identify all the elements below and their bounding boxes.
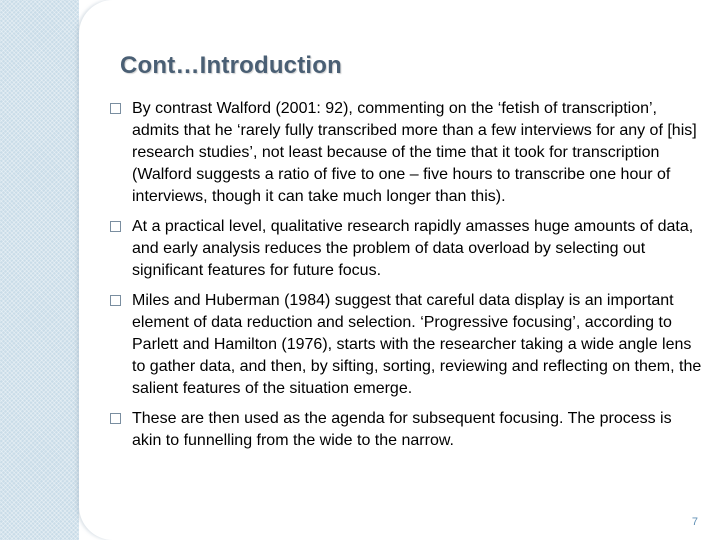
bullet-item — [110, 290, 702, 400]
bullet-text: Miles and Huberman (1984) suggest that careful data display is an important element of data reduction and selection. ‘Progressive focusing’, according to Parlett and Hamilton (1976), starts with the researcher taking a wide angle lens to gather data, and then, by sifting, sorting, reviewing and reflecting on them, the salient features of the situation emerge. — [132, 292, 702, 397]
decorative-left-band — [0, 0, 79, 540]
bullet-item — [110, 408, 702, 452]
page-number: 7 — [691, 516, 698, 528]
square-bullet-icon — [110, 103, 121, 114]
bullet-text: By contrast Walford (2001: 92), commenting on the ‘fetish of transcription’, admits that he ‘rarely fully transcribed more than a few interviews for any of [his] research studies’, not least because of the time that it took for transcription (Walford suggests a ratio of five to one – five hours to transcribe one hour of interviews, though it can take much longer than this). — [132, 100, 697, 205]
square-bullet-icon — [110, 413, 121, 424]
bullet-text: These are then used as the agenda for subsequent focusing. The process is akin to funnelling from the wide to the narrow. — [132, 410, 672, 449]
bullet-text: At a practical level, qualitative research rapidly amasses huge amounts of data, and early analysis reduces the problem of data overload by selecting out significant features for future focus. — [132, 218, 694, 279]
bullet-list — [110, 98, 702, 460]
slide-title: Cont…Introduction — [120, 52, 343, 79]
square-bullet-icon — [110, 221, 121, 232]
bullet-item — [110, 216, 702, 282]
bullet-item — [110, 98, 702, 208]
square-bullet-icon — [110, 295, 121, 306]
